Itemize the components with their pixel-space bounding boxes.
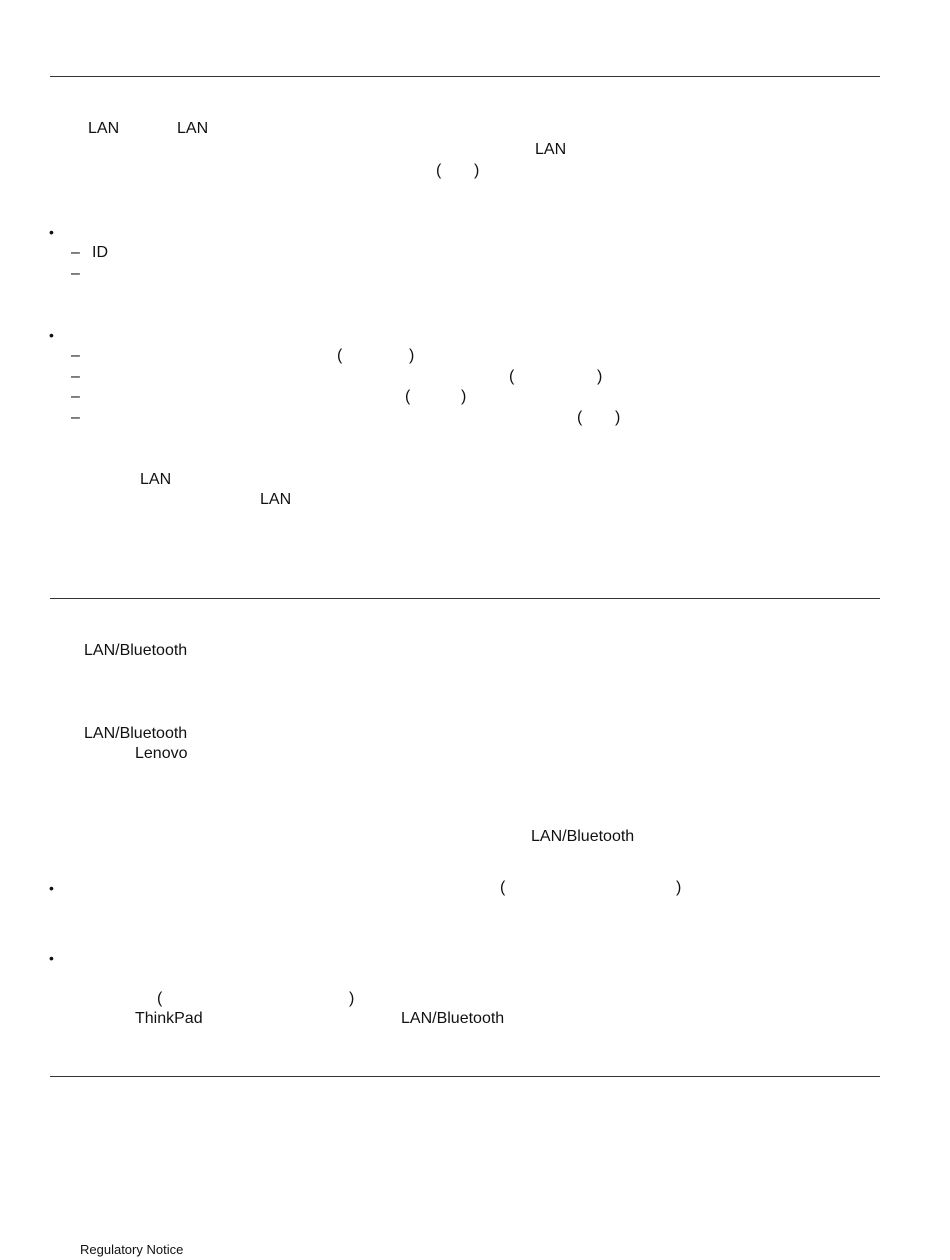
paren-open: (	[436, 162, 442, 179]
dash-icon: –	[71, 388, 80, 405]
dash-icon: –	[71, 265, 80, 282]
text-lan: LAN	[177, 120, 209, 137]
dash-icon: –	[71, 409, 80, 426]
section-divider-top	[50, 76, 880, 77]
bullet-icon: •	[49, 950, 54, 966]
bullet-icon: •	[49, 327, 54, 343]
text-lan: LAN	[140, 471, 172, 488]
list-item-text: ID	[92, 244, 108, 261]
paren-close: )	[349, 990, 355, 1007]
dash-icon: –	[71, 347, 80, 364]
text-lan: LAN	[88, 120, 120, 137]
text-lan-bluetooth: LAN/Bluetooth	[401, 1010, 505, 1027]
paren-open: (	[509, 368, 515, 385]
paren-open: (	[577, 409, 583, 426]
bullet-icon: •	[49, 880, 54, 896]
text-lan-bluetooth: LAN/Bluetooth	[84, 642, 188, 659]
paren-close: )	[597, 368, 603, 385]
text-lan-bluetooth: LAN/Bluetooth	[84, 725, 188, 742]
bullet-icon: •	[49, 224, 54, 240]
paren-close: )	[461, 388, 467, 405]
text-lan: LAN	[535, 141, 567, 158]
paren-open: (	[337, 347, 343, 364]
paren-open: (	[157, 990, 163, 1007]
dash-icon: –	[71, 244, 80, 261]
paren-close: )	[615, 409, 621, 426]
page-footer: Regulatory Notice	[80, 1242, 184, 1257]
text-lan: LAN	[260, 491, 292, 508]
paren-open: (	[500, 879, 506, 896]
dash-icon: –	[71, 368, 80, 385]
paren-close: )	[676, 879, 682, 896]
text-thinkpad: ThinkPad	[135, 1010, 203, 1027]
paren-open: (	[405, 388, 411, 405]
text-lan-bluetooth: LAN/Bluetooth	[531, 828, 635, 845]
paren-close: )	[474, 162, 480, 179]
text-lenovo: Lenovo	[135, 745, 188, 762]
paren-close: )	[409, 347, 415, 364]
section-divider-bottom	[50, 1076, 880, 1077]
section-divider-middle	[50, 598, 880, 599]
